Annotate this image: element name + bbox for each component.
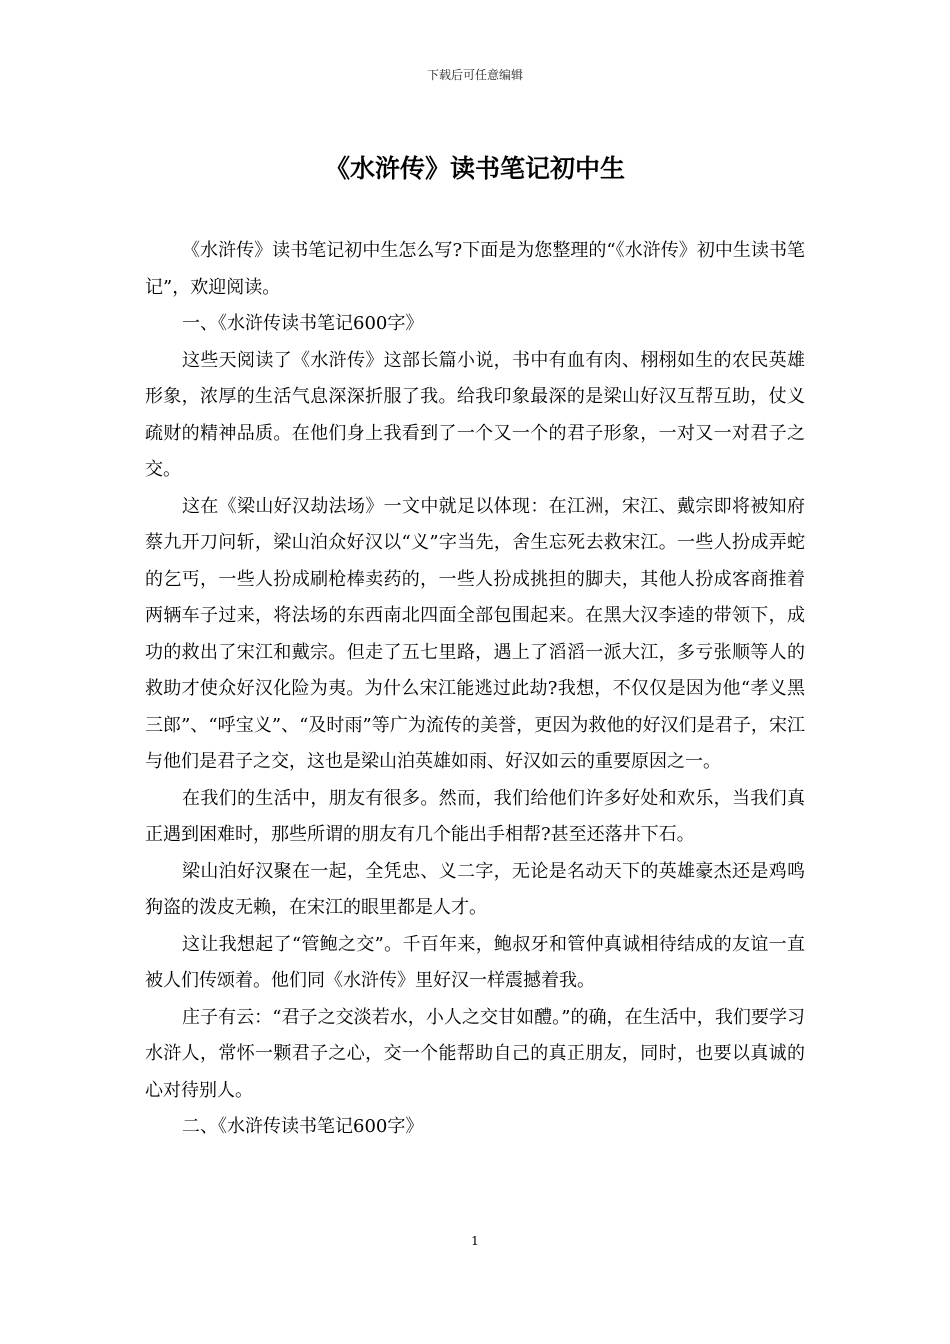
body-paragraph: 梁山泊好汉聚在一起，全凭忠、义二字，无论是名动天下的英雄豪杰还是鸡鸣狗盗的泼皮无赖，在宋江的眼里都是人才。 <box>145 860 805 918</box>
intro-paragraph: 《水浒传》读书笔记初中生怎么写?下面是为您整理的“《水浒传》初中生读书笔记”，欢迎阅读。 <box>145 240 805 298</box>
body-paragraph: 在我们的生活中，朋友有很多。然而，我们给他们许多好处和欢乐，当我们真正遇到困难时，那些所谓的朋友有几个能出手相帮?甚至还落井下石。 <box>145 787 805 845</box>
page-number: 1 <box>471 1234 479 1248</box>
section-heading-2: 二、《水浒传读书笔记600字》 <box>182 1116 424 1137</box>
body-paragraph: 这在《梁山好汉劫法场》一文中就足以体现：在江洲，宋江、戴宗即将被知府蔡九开刀问斩，梁山泊众好汉以“义”字当先，舍生忘死去救宋江。一些人扮成弄蛇的乞丐，一些人扮成刷枪棒卖药的，一些人扮成挑担的脚夫，其他人扮成客商推着两辆车子过来，将法场的东西南北四面全部包围起来。在黑大汉李逵的带领下，成功的救出了宋江和戴宗。但走了五七里路，遇上了滔滔一派大江，多亏张顺等人的救助才使众好汉化险为夷。为什么宋江能逃过此劫?我想，不仅仅是因为他“孝义黑三郎”、“呼宝义”、“及时雨”等广为流传的美誉，更因为救他的好汉们是君子，宋江与他们是君子之交，这也是梁山泊英雄如雨、好汉如云的重要原因之一。 <box>145 495 805 772</box>
document-body <box>145 233 805 1146</box>
document-title: 《水浒传》读书笔记初中生 <box>324 154 625 183</box>
body-paragraph: 庄子有云：“君子之交淡若水，小人之交甘如醴。”的确，在生活中，我们要学习水浒人，常怀一颗君子之心，交一个能帮助自己的真正朋友，同时，也要以真诚的心对待别人。 <box>145 1006 805 1101</box>
header-note: 下载后可任意编辑 <box>426 68 523 82</box>
body-paragraph: 这些天阅读了《水浒传》这部长篇小说，书中有血有肉、栩栩如生的农民英雄形象，浓厚的生活气息深深折服了我。给我印象最深的是梁山好汉互帮互助，仗义疏财的精神品质。在他们身上我看到了一个又一个的君子形象，一对又一对君子之交。 <box>145 349 805 480</box>
section-heading-1: 一、《水浒传读书笔记600字》 <box>182 313 424 334</box>
body-paragraph: 这让我想起了“管鲍之交”。千百年来，鲍叔牙和管仲真诚相待结成的友谊一直被人们传颂着。他们同《水浒传》里好汉一样震撼着我。 <box>145 933 805 991</box>
